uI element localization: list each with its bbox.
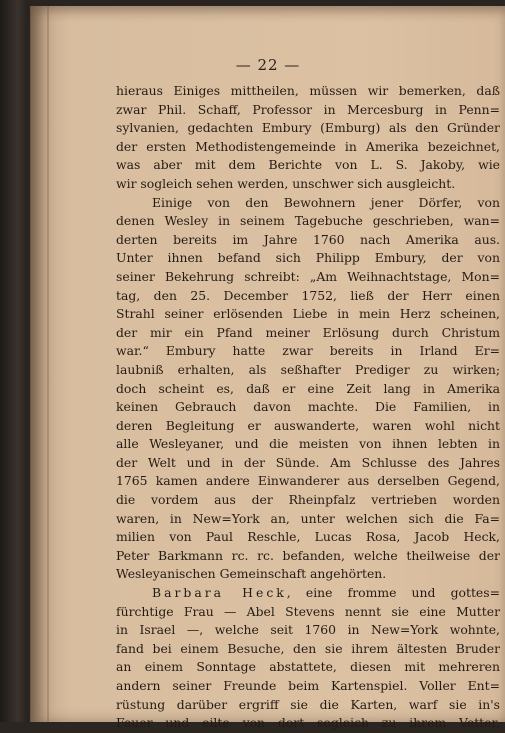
text-line: der mir ein Pfand meiner Erlösung durch Christum [116,324,500,340]
text-line: Wesleyanischen Gemeinschaft angehörten. [116,566,387,582]
text-line: rüstung darüber ergriff sie die Karten, warf sie in's [116,696,500,712]
text-line: laubniß erhalten, als seßhafter Prediger zu wirken; [116,361,500,377]
text-line: der ersten Methodistengemeinde in Amerika bezeichnet, [116,138,500,154]
text-line: denen Wesley in seinem Tagebuche geschrieben, wan= [116,213,500,229]
text-line: keinen Gebrauch davon machte. Die Familien, in [116,399,500,415]
text-line: zwar Phil. Schaff, Professor in Mercesburg in Penn= [116,101,500,117]
text-line: wir sogleich sehen werden, unschwer sich ausgleicht. [116,175,456,191]
page-number-header: — 22 — [235,56,301,74]
text-line: sylvanien, gedachten Embury (Emburg) als den Gründer [116,120,500,136]
text-line: Feuer und eilte von dort sogleich zu ihrem Vetter, [116,715,500,731]
text-line: der Welt und in der Sünde. Am Schlusse des Jahres [116,454,500,470]
text-line: 1765 kamen andere Einwanderer aus derselben Gegend, [116,473,500,489]
book-page [30,6,505,731]
text-line: Unter ihnen befand sich Philipp Embury, der von [116,250,500,266]
text-line: Einige von den Bewohnern jener Dörfer, von [152,194,500,210]
text-line: Barbara Heck, eine fromme und gottes= [152,585,500,601]
text-line: tag, den 25. December 1752, ließ der Herr einen [116,287,500,303]
text-line: doch scheint es, daß er eine Zeit lang in Amerika [116,380,500,396]
text-line: hieraus Einiges mittheilen, müssen wir bemerken, daß [116,83,500,98]
text-line: was aber mit dem Berichte von L. S. Jakoby, wie [116,157,500,173]
text-line: seiner Bekehrung schreibt: „Am Weihnachtstage, Mon= [116,268,500,284]
text-line: fürchtige Frau — Abel Stevens nennt sie eine Mutter [116,603,500,619]
text-line: an einem Sonntage abstattete, diesen mit mehreren [116,659,500,675]
text-line: in Israel —, welche seit 1760 in New=York wohnte, [116,622,500,638]
text-line: fand bei einem Besuche, den sie ihrem ältesten Bruder [116,640,500,656]
text-line: war.“ Embury hatte zwar bereits in Irland Er= [116,343,500,359]
page-gutter-shadow [47,6,49,722]
text-line: die vordem aus der Rheinpfalz vertrieben worden [116,492,500,508]
text-line: Strahl seiner erlösenden Liebe in mein Herz scheinen, [116,306,500,322]
text-line: Peter Barkmann rc. rc. befanden, welche theilweise der [116,547,500,563]
text-line: milien von Paul Reschle, Lucas Rosa, Jacob Heck, [116,529,500,545]
text-line: derten bereits im Jahre 1760 nach Amerika aus. [116,231,500,247]
text-line: andern seiner Freunde beim Kartenspiel. Voller Ent= [116,678,500,693]
body-text [116,82,500,733]
text-line: deren Begleitung er auswanderte, waren wohl nicht [116,417,500,433]
text-line: waren, in New=York an, unter welchen sich die Fa= [116,510,500,526]
text-line: alle Wesleyaner, und die meisten von ihnen lebten in [116,436,500,452]
